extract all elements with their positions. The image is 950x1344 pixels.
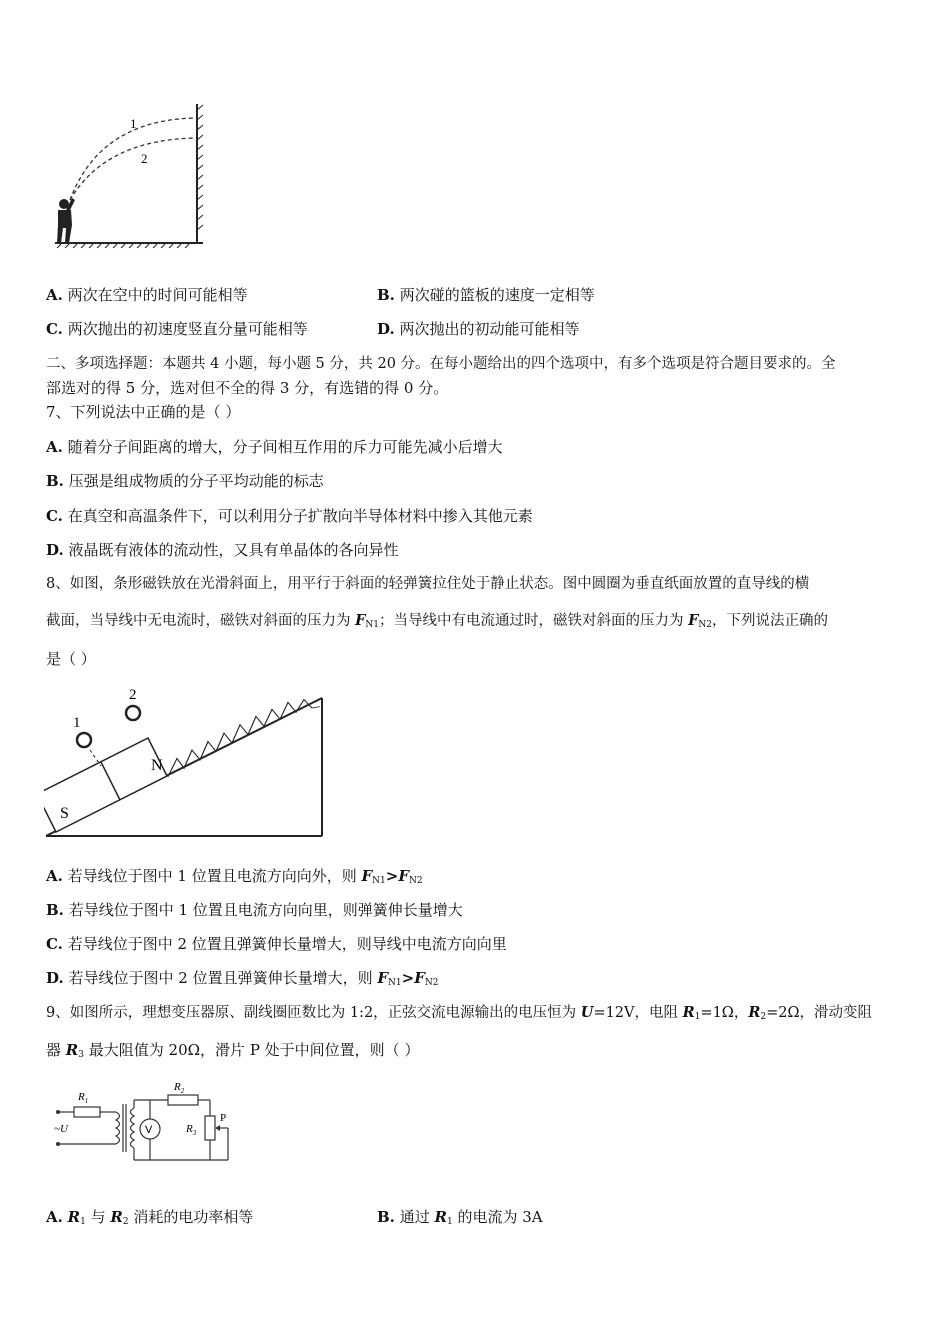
slider-label: P [220, 1112, 227, 1124]
q7-stem: 7、下列说法中正确的是（ ） [46, 403, 241, 421]
section-heading-line1: 二、多项选择题：本题共 4 小题，每小题 5 分，共 20 分。在每小题给出的四个选项中，有多个选项是符合题目要求的。全 [46, 356, 836, 372]
q9-stem-line1: 9、如图所示，理想变压器原、副线圈匝数比为 1:2，正弦交流电源输出的电压恒为 U=12V，电阻 $R_1=1\Omega$，$R_2=2\Omega$，滑动变阻 [46, 1004, 873, 1022]
resistor-r2 [168, 1095, 198, 1105]
q8-stem-line2: 截面，当导线中无电流时，磁铁对斜面的压力为 $F_{N1}$；当导线中有电流通过时，磁铁对斜面的压力为 $F_{N2}$，下列说法正确的 [46, 612, 829, 630]
thrower-person-icon [57, 198, 75, 243]
resistor-r1 [74, 1107, 100, 1117]
q6-option-b[interactable]: B. 两次碰的篮板的速度一定相等 [377, 286, 595, 304]
r3-sub: 3 [192, 1129, 197, 1137]
q6-option-a[interactable]: A. 两次在空中的时间可能相等 [46, 286, 248, 304]
r2-label: R [174, 1081, 181, 1093]
q8-stem-line1: 8、如图，条形磁铁放在光滑斜面上，用平行于斜面的轻弹簧拉住处于静止状态。图中圆圈为垂直纸面放置的直导线的横 [46, 576, 810, 592]
source-label: ~U [54, 1123, 68, 1135]
q7-option-c[interactable]: C. 在真空和高温条件下，可以利用分子扩散向半导体材料中掺入其他元素 [46, 507, 533, 525]
q9-stem-line2: 器 $R_3$ 最大阻值为 20Ω，滑片 P 处于中间位置，则（ ） [46, 1041, 420, 1060]
position-2-label: 2 [129, 687, 137, 703]
q9-circuit [50, 1078, 240, 1168]
trajectory-2-label: 2 [141, 151, 148, 166]
magnet-pole-s: S [60, 805, 69, 822]
q8-option-a[interactable]: A. 若导线位于图中 1 位置且电流方向向外，则 $F_{N1}>F_{N2}$ [46, 867, 423, 886]
trajectory-1-label: 1 [130, 116, 137, 131]
q6-option-d[interactable]: D. 两次抛出的初动能可能相等 [377, 320, 580, 338]
wire-position-2 [126, 706, 140, 720]
slider-arrow-icon [215, 1125, 220, 1131]
q9-option-b[interactable]: B. 通过 $R_1$ 的电流为 3A [377, 1208, 543, 1227]
q7-option-b[interactable]: B. 压强是组成物质的分子平均动能的标志 [46, 472, 324, 490]
q6-figure [45, 100, 215, 252]
magnet-pole-n: N [151, 757, 163, 774]
svg-text:R2 [173, 1081, 185, 1095]
r2-sub: 2 [180, 1087, 185, 1095]
q8-option-c[interactable]: C. 若导线位于图中 2 位置且弹簧伸长量增大，则导线中电流方向向里 [46, 935, 507, 953]
voltmeter-label: V [145, 1124, 153, 1136]
rheostat-r3 [205, 1116, 215, 1140]
r1-sub: 1 [84, 1097, 89, 1105]
q7-option-a[interactable]: A. 随着分子间距离的增大，分子间相互作用的斥力可能先减小后增大 [46, 438, 503, 456]
r1-label: R [78, 1091, 85, 1103]
q8-option-d[interactable]: D. 若导线位于图中 2 位置且弹簧伸长量增大，则 $F_{N1}>F_{N2}$ [46, 969, 439, 988]
svg-text:R3 [185, 1123, 197, 1137]
q8-option-b[interactable]: B. 若导线位于图中 1 位置且电流方向向里，则弹簧伸长量增大 [46, 901, 463, 919]
position-1-label: 1 [73, 715, 81, 731]
q8-stem-line3: 是（ ） [46, 650, 96, 668]
q7-option-d[interactable]: D. 液晶既有液体的流动性，又具有单晶体的各向异性 [46, 541, 399, 559]
svg-text:R1 [77, 1091, 88, 1105]
trajectory-2 [70, 138, 195, 200]
section-heading-line2: 部选对的得 5 分，选对但不全的得 3 分，有选错的得 0 分。 [46, 379, 449, 397]
wire-position-1 [77, 733, 91, 747]
q8-figure [44, 678, 329, 843]
r3-label: R [186, 1123, 193, 1135]
q6-option-c[interactable]: C. 两次抛出的初速度竖直分量可能相等 [46, 320, 308, 338]
q9-option-a[interactable]: A. $R_1$ 与 $R_2$ 消耗的电功率相等 [46, 1208, 254, 1227]
